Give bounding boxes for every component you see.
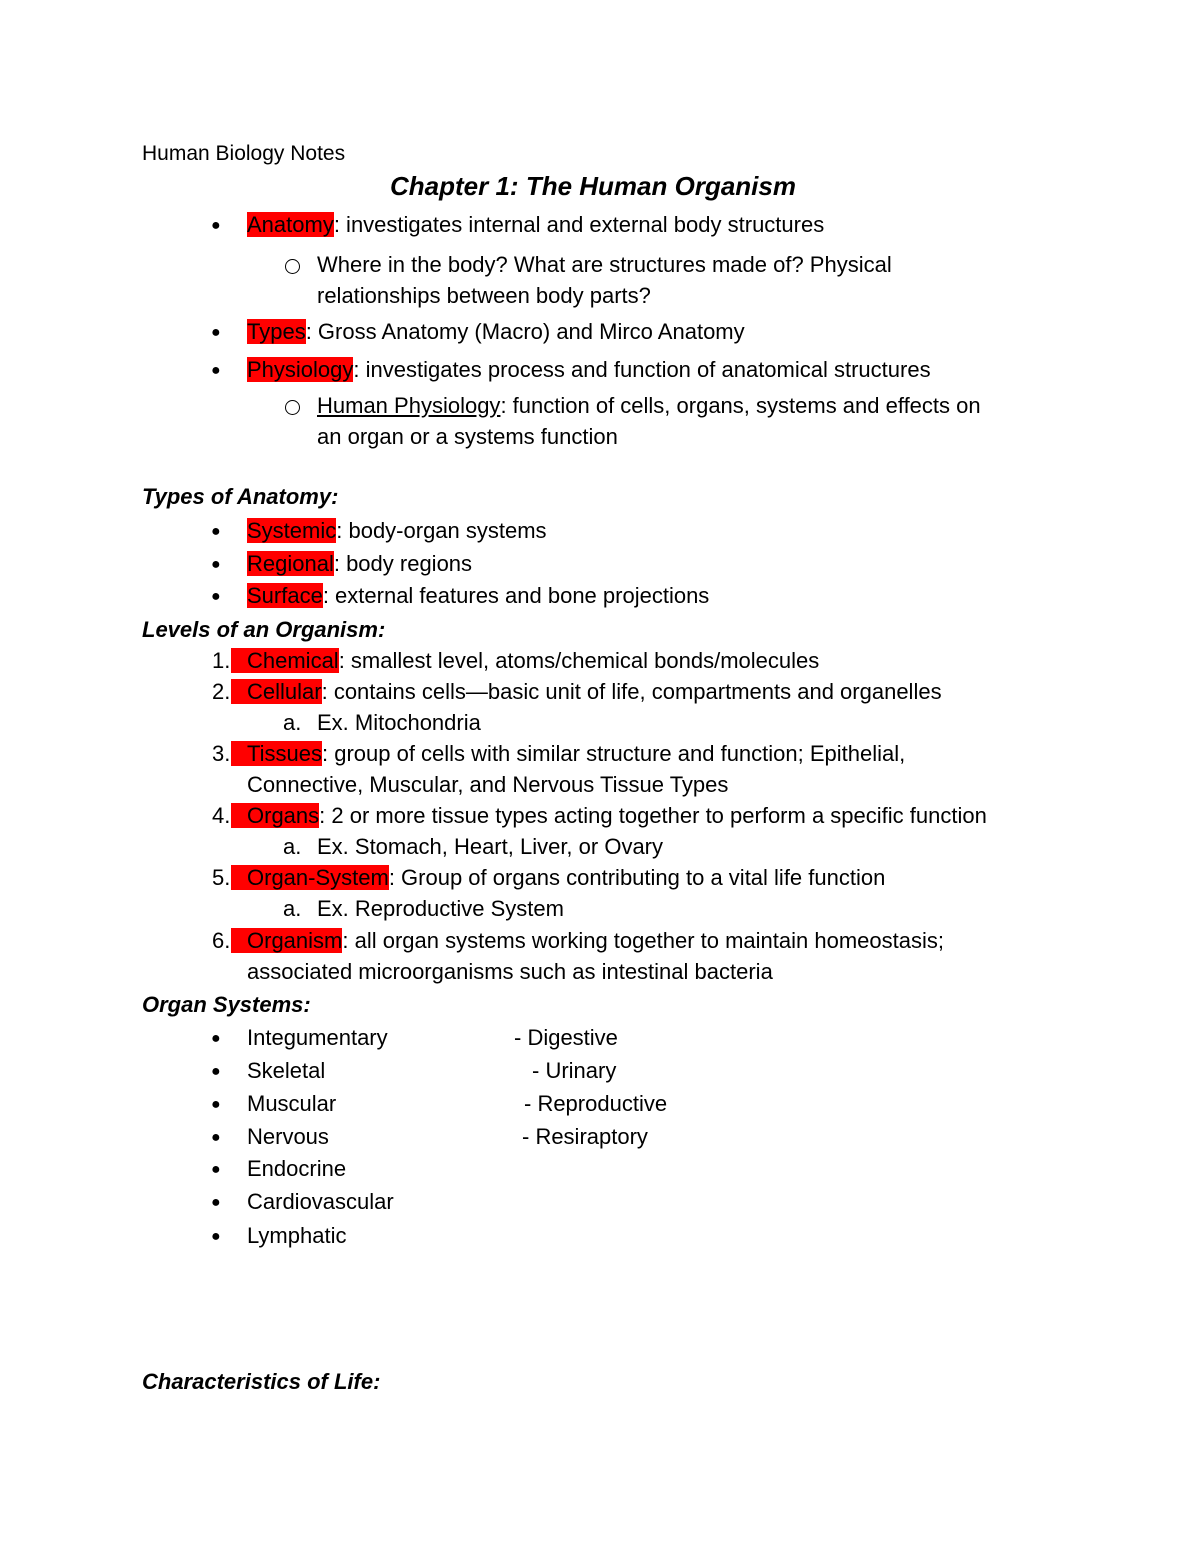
- document-label: Human Biology Notes: [142, 142, 346, 165]
- bullet-icon: ●: [211, 1194, 221, 1211]
- item-text: : all organ systems working together to maintain homeostasis;: [342, 928, 944, 953]
- anatomy-type-item: [247, 518, 547, 544]
- organ-system-item-right: - Reproductive: [524, 1091, 668, 1116]
- level-item-continuation: associated microorganisms such as intestinal bacteria: [247, 959, 773, 984]
- item-text: : body regions: [333, 551, 473, 576]
- highlighted-term: Physiology: [247, 357, 354, 382]
- organ-system-item-right: - Resiraptory: [522, 1124, 648, 1149]
- section-heading-characteristics: Characteristics of Life:: [142, 1369, 381, 1394]
- bullet-icon: ●: [211, 1129, 221, 1146]
- organ-system-item-right: - Urinary: [532, 1058, 617, 1083]
- hollow-bullet-icon: [285, 259, 300, 274]
- section-heading-organ-systems: Organ Systems:: [142, 992, 311, 1017]
- highlighted-term: Regional: [247, 551, 334, 576]
- highlighted-term: Systemic: [247, 518, 337, 543]
- chapter-item-types: [247, 319, 745, 345]
- chapter-item-physiology: [247, 357, 931, 383]
- section-heading-levels: Levels of an Organism:: [142, 617, 386, 642]
- item-text: : external features and bone projections: [322, 583, 710, 608]
- bullet-icon: ●: [211, 362, 221, 379]
- organ-system-item: Nervous: [247, 1124, 329, 1149]
- level-subitem: Ex. Reproductive System: [317, 896, 564, 921]
- highlighted-term: Organ-System: [231, 865, 389, 890]
- organ-system-item: Cardiovascular: [247, 1189, 394, 1214]
- chapter-title: Chapter 1: The Human Organism: [390, 171, 796, 201]
- bullet-icon: ●: [211, 523, 221, 540]
- item-text: : body-organ systems: [336, 518, 547, 543]
- bullet-icon: ●: [211, 588, 221, 605]
- highlighted-term: Types: [247, 319, 306, 344]
- bullet-icon: ●: [211, 556, 221, 573]
- sub-letter: a.: [283, 834, 302, 859]
- level-item-organ-system: [231, 865, 885, 891]
- hollow-bullet-icon: [285, 400, 300, 415]
- bullet-icon: ●: [211, 1228, 221, 1245]
- level-item-organs: [231, 803, 987, 829]
- list-number: 1.: [212, 648, 231, 673]
- underlined-term: Human Physiology: [317, 393, 501, 418]
- highlighted-term: Anatomy: [247, 212, 334, 237]
- level-item-tissues: [231, 741, 905, 767]
- item-text: : Gross Anatomy (Macro) and Mirco Anatomy: [305, 319, 745, 344]
- bullet-icon: ●: [211, 1096, 221, 1113]
- highlighted-term: Organs: [231, 803, 319, 828]
- item-text: : investigates process and function of anatomical structures: [353, 357, 931, 382]
- item-text: : 2 or more tissue types acting together to perform a specific function: [319, 803, 987, 828]
- item-text: : function of cells, organs, systems and effects on: [500, 393, 981, 418]
- bullet-icon: ●: [211, 1063, 221, 1080]
- sub-letter: a.: [283, 896, 302, 921]
- bullet-icon: ●: [211, 1030, 221, 1047]
- list-number: 5.: [212, 865, 231, 890]
- highlighted-term: Tissues: [231, 741, 322, 766]
- item-text: : Group of organs contributing to a vital life function: [388, 865, 886, 890]
- bullet-icon: ●: [211, 217, 221, 234]
- organ-system-item: Lymphatic: [247, 1223, 347, 1248]
- item-text: : contains cells—basic unit of life, compartments and organelles: [321, 679, 942, 704]
- item-text: : smallest level, atoms/chemical bonds/molecules: [338, 648, 820, 673]
- highlighted-term: Surface: [247, 583, 323, 608]
- list-number: 2.: [212, 679, 231, 704]
- anatomy-type-item: [247, 583, 709, 609]
- bullet-icon: ●: [211, 324, 221, 341]
- level-subitem: Ex. Mitochondria: [317, 710, 481, 735]
- chapter-subitem-line1: Where in the body? What are structures made of? Physical: [317, 252, 892, 277]
- level-item-cellular: [231, 679, 942, 705]
- organ-system-item-right: - Digestive: [514, 1025, 618, 1050]
- level-item-organism: [231, 928, 944, 954]
- organ-system-item: Skeletal: [247, 1058, 326, 1083]
- highlighted-term: Cellular: [231, 679, 322, 704]
- highlighted-term: Organism: [231, 928, 342, 953]
- organ-system-item: Integumentary: [247, 1025, 388, 1050]
- highlighted-term: Chemical: [231, 648, 339, 673]
- anatomy-type-item: [247, 551, 472, 577]
- chapter-item-anatomy: [247, 212, 824, 238]
- chapter-subitem-physiology: [317, 393, 981, 419]
- section-heading-types: Types of Anatomy:: [142, 484, 339, 509]
- organ-system-item: Endocrine: [247, 1156, 347, 1181]
- level-subitem: Ex. Stomach, Heart, Liver, or Ovary: [317, 834, 664, 859]
- chapter-subitem-line2: an organ or a systems function: [317, 424, 618, 449]
- item-text: : investigates internal and external body structures: [333, 212, 825, 237]
- bullet-icon: ●: [211, 1161, 221, 1178]
- level-item-chemical: [231, 648, 819, 674]
- chapter-subitem-line2: relationships between body parts?: [317, 283, 651, 308]
- organ-system-item: Muscular: [247, 1091, 337, 1116]
- list-number: 6.: [212, 928, 231, 953]
- list-number: 3.: [212, 741, 231, 766]
- level-item-continuation: Connective, Muscular, and Nervous Tissue Types: [247, 772, 729, 797]
- list-number: 4.: [212, 803, 231, 828]
- item-text: : group of cells with similar structure and function; Epithelial,: [321, 741, 906, 766]
- sub-letter: a.: [283, 710, 302, 735]
